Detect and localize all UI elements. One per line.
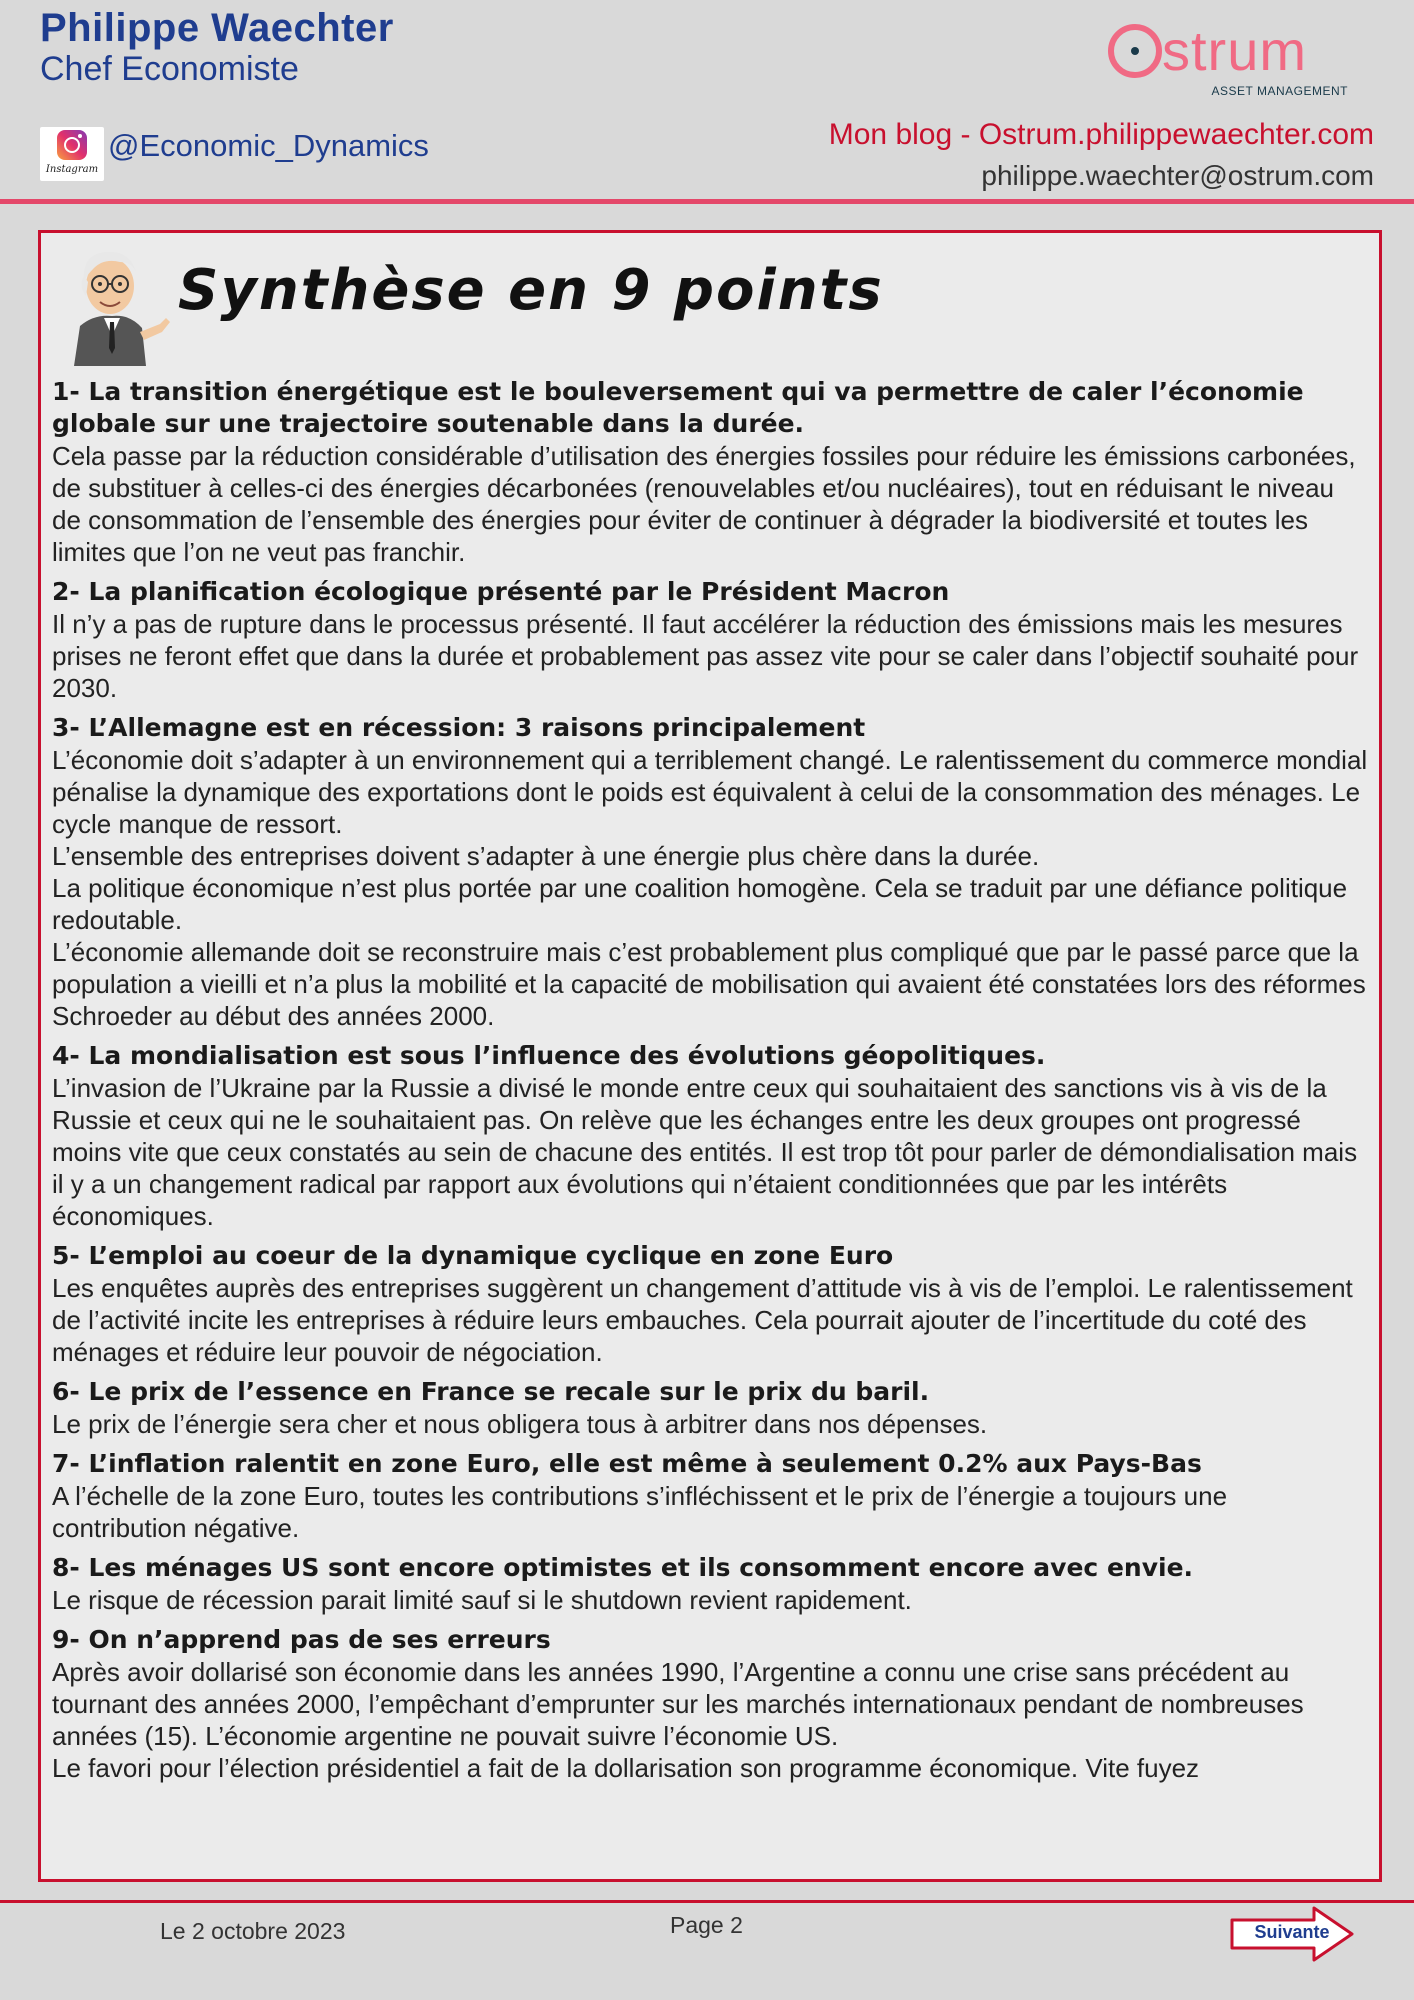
synthesis-point [52, 576, 1368, 704]
document-date: Le 2 octobre 2023 [160, 1918, 346, 1944]
point-text: L’invasion de l’Ukraine par la Russie a divisé le monde entre ceux qui souhaitaient des sanctions vis à vis de la Russie et ceux qui ne le souhaitaient pas. On relève que les échanges entre les deux groupes ont progressé moins vite que ceux constatés au sein de chacune des entités. Il est trop tôt pour parler de démondialisation mais il y a un changement radical par rapport aux évolutions qui n’étaient conditionnées que par les intérêts économiques. [52, 1073, 1358, 1231]
point-text: A l’échelle de la zone Euro, toutes les contributions s’infléchissent et le prix de l’énergie a toujours une contribution négative. [52, 1481, 1228, 1543]
point-text: Le favori pour l’élection présidentiel a fait de la dollarisation son programme économique. Vite fuyez [52, 1753, 1200, 1783]
point-title: 6- Le prix de l’essence en France se recale sur le prix du baril. [52, 1377, 930, 1406]
logo-wordmark: strum [1162, 19, 1307, 82]
point-text: Le risque de récession parait limité sauf si le shutdown revient rapidement. [52, 1585, 912, 1615]
page-header [0, 0, 1414, 200]
instagram-icon [57, 130, 87, 160]
point-title: 9- On n’apprend pas de ses erreurs [52, 1625, 551, 1654]
synthesis-point [52, 712, 1368, 1032]
synthesis-point [52, 1624, 1368, 1784]
blog-link[interactable]: Mon blog - Ostrum.philippewaechter.com [828, 118, 1374, 151]
synthesis-point [52, 1448, 1368, 1544]
point-title: 8- Les ménages US sont encore optimistes et ils consomment encore avec envie. [52, 1553, 1194, 1582]
synthesis-points-list [52, 376, 1368, 1792]
next-page-label: Suivante [1254, 1922, 1330, 1942]
point-text: L’économie allemande doit se reconstruire mais c’est probablement plus compliqué que par le passé parce que la population a vieilli et n’a plus la mobilité et la capacité de mobilisation qui avaient été constatées lors des réformes Schroeder au début des années 2000. [52, 937, 1366, 1031]
ostrum-logo [1104, 18, 1364, 100]
instagram-handle[interactable]: @Economic_Dynamics [108, 128, 429, 163]
cartoon-avatar-icon [54, 236, 174, 366]
point-title: 4- La mondialisation est sous l’influence des évolutions géopolitiques. [52, 1041, 1046, 1070]
point-text: L’ensemble des entreprises doivent s’adapter à une énergie plus chère dans la durée. [52, 841, 1040, 871]
logo-subtitle: ASSET MANAGEMENT [1211, 84, 1348, 98]
author-name: Philippe Waechter [40, 6, 394, 50]
point-title: 5- L’emploi au coeur de la dynamique cyclique en zone Euro [52, 1241, 894, 1270]
synthesis-point [52, 376, 1368, 568]
synthesis-point [52, 1040, 1368, 1232]
instagram-label: Instagram [45, 164, 99, 175]
email-address[interactable]: philippe.waechter@ostrum.com [981, 160, 1374, 191]
point-title: 2- La planification écologique présenté par le Président Macron [52, 577, 950, 606]
page-number: Page 2 [670, 1912, 743, 1938]
point-title: 1- La transition énergétique est le bouleversement qui va permettre de caler l’économie globale sur une trajectoire soutenable dans la durée. [52, 377, 1304, 438]
point-text: Cela passe par la réduction considérable d’utilisation des énergies fossiles pour réduire les émissions carbonées, de substituer à celles-ci des énergies décarbonées (renouvelables et/ou nucléaires), tout en réduisant le niveau de consommation de l’ensemble des énergies pour éviter de continuer à dégrader la biodiversité et toutes les limites que l’on ne veut pas franchir. [52, 441, 1356, 567]
point-text: La politique économique n’est plus portée par une coalition homogène. Cela se traduit par une défiance politique redoutable. [52, 873, 1348, 935]
point-text: Le prix de l’énergie sera cher et nous obligera tous à arbitrer dans nos dépenses. [52, 1409, 988, 1439]
ostrum-o-icon [1108, 24, 1162, 78]
point-text: Après avoir dollarisé son économie dans les années 1990, l’Argentine a connu une crise sans précédent au tournant des années 2000, l’empêchant d’emprunter sur les marchés internationaux pendant de nombreuses années (15). L’économie argentine ne pouvait suivre l’économie US. [52, 1657, 1304, 1751]
instagram-logo[interactable] [40, 127, 104, 181]
point-text: Les enquêtes auprès des entreprises suggèrent un changement d’attitude vis à vis de l’emploi. Le ralentissement de l’activité incite les entreprises à réduire leurs embauches. Cela pourrait ajouter de l’incertitude du coté des ménages et réduire leur pouvoir de négociation. [52, 1273, 1353, 1367]
page-title: Synthèse en 9 points [178, 258, 884, 323]
point-text: L’économie doit s’adapter à un environnement qui a terriblement changé. Le ralentissement du commerce mondial pénalise la dynamique des exportations dont le poids est équivalent à celui de la consommation des ménages. Le cycle manque de ressort. [52, 745, 1368, 839]
header-divider [0, 199, 1414, 204]
point-title: 7- L’inflation ralentit en zone Euro, elle est même à seulement 0.2% aux Pays-Bas [52, 1449, 1202, 1478]
point-title: 3- L’Allemagne est en récession: 3 raisons principalement [52, 713, 866, 742]
next-page-button[interactable] [1228, 1904, 1356, 1964]
author-role: Chef Economiste [40, 50, 299, 88]
synthesis-point [52, 1240, 1368, 1368]
footer-divider [0, 1900, 1414, 1903]
synthesis-point [52, 1552, 1368, 1616]
synthesis-point [52, 1376, 1368, 1440]
point-text: Il n’y a pas de rupture dans le processus présenté. Il faut accélérer la réduction des émissions mais les mesures prises ne feront effet que dans la durée et probablement pas assez vite pour se caler dans l’objectif souhaité pour 2030. [52, 609, 1359, 703]
